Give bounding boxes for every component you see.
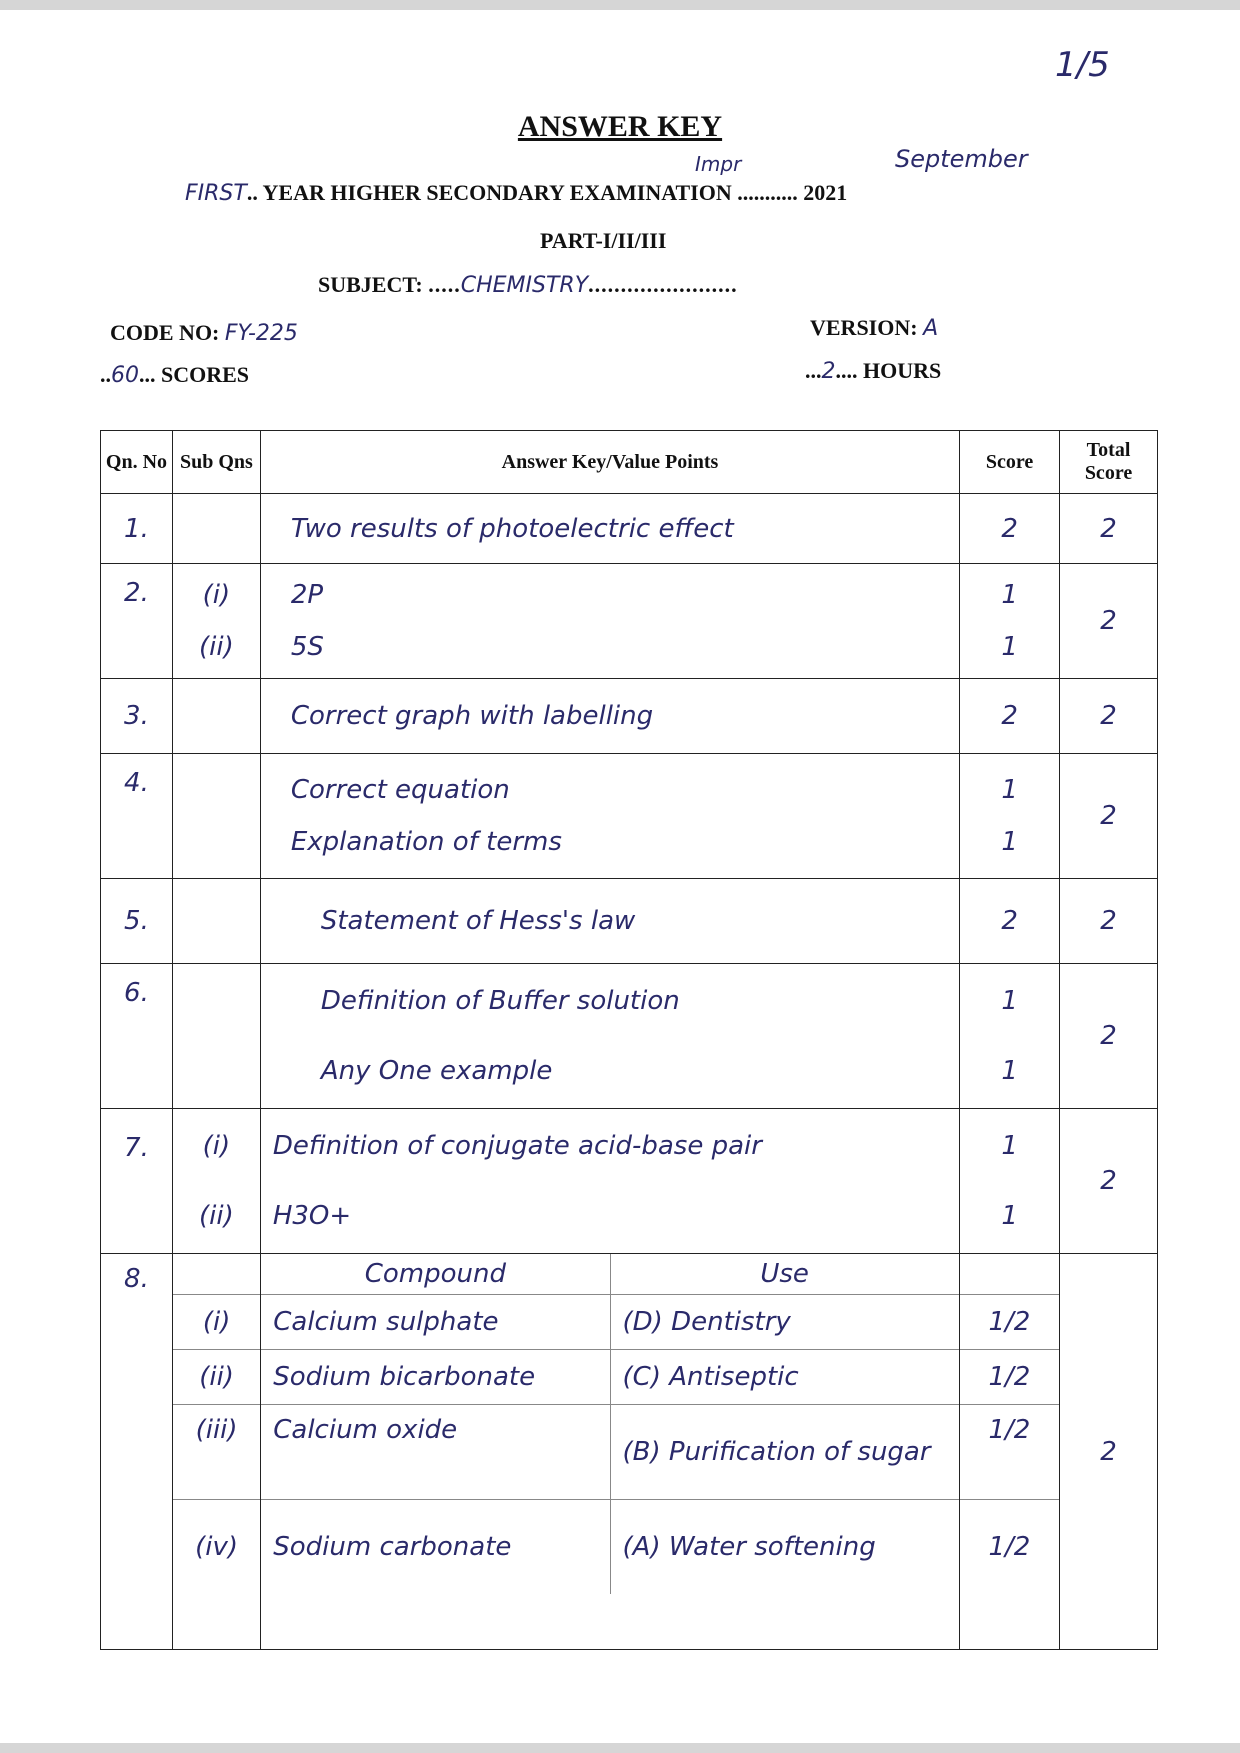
table-row: [101, 564, 1158, 679]
q8-compound: Calcium oxide: [261, 1404, 610, 1499]
answer-cell: Two results of photoelectric effect: [260, 494, 959, 564]
score-cell: 2: [960, 494, 1060, 564]
qn-cell: 7.: [101, 1109, 173, 1254]
total-cell: 2: [1060, 1254, 1158, 1650]
total-cell: 2: [1060, 1109, 1158, 1254]
answer-key-table: [100, 430, 1158, 1650]
score-item: 1: [1001, 1131, 1018, 1161]
exam-text-1: YEAR HIGHER SECONDARY EXAMINATION: [262, 180, 732, 205]
answer-item: Correct equation: [290, 775, 510, 805]
answer-cell: [260, 564, 959, 679]
score-item: 1: [1001, 632, 1018, 662]
table-row: [101, 964, 1158, 1109]
answer-cell: [260, 964, 959, 1109]
score-cell: [960, 964, 1060, 1109]
qn-cell: 3.: [101, 679, 173, 754]
sub-cell: [172, 564, 260, 679]
q8-item-row: [173, 1294, 1059, 1349]
month-handwritten: September: [895, 145, 1028, 173]
q8-score-header: [959, 1254, 1059, 1294]
q8-compound: Sodium bicarbonate: [261, 1349, 610, 1404]
answer-item: Definition of Buffer solution: [320, 986, 680, 1016]
q8-sub: (iii): [173, 1404, 261, 1499]
qn-cell: 8.: [101, 1254, 173, 1650]
scan-edge-bottom: [0, 1743, 1240, 1753]
answer-cell: Statement of Hess's law: [260, 879, 959, 964]
score-item: 1: [1001, 986, 1018, 1016]
answer-item: 2P: [290, 580, 324, 610]
sub-cell: [172, 964, 260, 1109]
answer-item: Explanation of terms: [290, 827, 562, 857]
hours-value: 2: [821, 359, 836, 384]
q8-sub: (i): [173, 1294, 261, 1349]
exam-line: FIRST.. YEAR HIGHER SECONDARY EXAMINATION ........... 2021: [185, 180, 848, 206]
score-cell: 2: [960, 879, 1060, 964]
q8-inner-table: [173, 1254, 1059, 1649]
table-row: [101, 754, 1158, 879]
qn-cell: 1.: [101, 494, 173, 564]
sub-cell: [172, 679, 260, 754]
q8-use: (D) Dentistry: [610, 1294, 959, 1349]
q8-sub: (iv): [173, 1499, 261, 1594]
table-row: [101, 679, 1158, 754]
total-cell: 2: [1060, 754, 1158, 879]
answer-cell: [260, 754, 959, 879]
q8-item-row: [173, 1349, 1059, 1404]
total-cell: 2: [1060, 564, 1158, 679]
qn-cell: 4.: [101, 754, 173, 879]
sub-cell: [172, 494, 260, 564]
sub-cell: [172, 1109, 260, 1254]
qn-cell: 5.: [101, 879, 173, 964]
score-cell: [960, 564, 1060, 679]
score-item: 1: [1001, 1056, 1018, 1086]
scores-label: SCORES: [161, 362, 250, 387]
q8-sub: (ii): [173, 1349, 261, 1404]
answer-item: Any One example: [320, 1056, 553, 1086]
hours-label: HOURS: [863, 358, 942, 383]
subject-label: SUBJECT:: [318, 272, 423, 297]
total-cell: 2: [1060, 494, 1158, 564]
q8-header-row: [173, 1254, 1059, 1294]
subject-value: CHEMISTRY: [460, 273, 589, 298]
table-header-row: [101, 431, 1158, 494]
part-label: PART-I/II/III: [540, 228, 667, 253]
total-cell: 2: [1060, 964, 1158, 1109]
code-label: CODE NO:: [110, 320, 220, 345]
score-cell: 2: [960, 679, 1060, 754]
score-item: 1: [1001, 1201, 1018, 1231]
sub-cell: [172, 754, 260, 879]
q8-matching-block: [172, 1254, 1059, 1650]
header-score: Score: [960, 431, 1060, 494]
scan-edge-top: [0, 0, 1240, 10]
year-word: FIRST: [185, 181, 247, 206]
answer-cell: [260, 1109, 959, 1254]
corner-page-mark: 1/5: [1055, 45, 1110, 85]
q8-sub-header: [173, 1254, 261, 1294]
score-item: 1: [1001, 827, 1018, 857]
sub-item: (ii): [199, 1201, 234, 1231]
q8-compound-header: Compound: [261, 1254, 610, 1294]
version-value: A: [923, 316, 939, 341]
q8-use: (C) Antiseptic: [610, 1349, 959, 1404]
header-total-score: Total Score: [1060, 431, 1158, 494]
score-item: 1: [1001, 580, 1018, 610]
q8-score: 1/2: [988, 1361, 1031, 1392]
q8-filler-row: [173, 1594, 1059, 1649]
answer-item: 5S: [290, 632, 324, 662]
qn-cell: 2.: [101, 564, 173, 679]
answer-cell: Correct graph with labelling: [260, 679, 959, 754]
exam-year: 2021: [803, 180, 848, 205]
sub-item: (i): [202, 580, 231, 610]
page-title: ANSWER KEY: [517, 110, 723, 143]
score-cell: [960, 754, 1060, 879]
q8-use-header: Use: [610, 1254, 959, 1294]
table-row: [101, 1109, 1158, 1254]
score-item: 1: [1001, 775, 1018, 805]
inserted-word-handwritten: Impr: [695, 152, 742, 176]
q8-compound: Sodium carbonate: [261, 1499, 610, 1594]
sub-item: (ii): [199, 632, 234, 662]
q8-score: 1/2: [988, 1306, 1031, 1337]
table-row: [101, 494, 1158, 564]
table-row: [101, 879, 1158, 964]
code-line: [110, 320, 298, 346]
score-cell: [960, 1109, 1060, 1254]
header-qn-no: Qn. No: [101, 431, 173, 494]
scores-value: 60: [111, 363, 139, 388]
total-cell: 2: [1060, 879, 1158, 964]
code-value: FY-225: [224, 321, 298, 346]
version-label: VERSION:: [810, 315, 918, 340]
header-sub-qns: Sub Qns: [172, 431, 260, 494]
hours-line: ...2.... HOURS: [805, 358, 942, 384]
version-line: [810, 315, 938, 341]
answer-item: H3O+: [272, 1201, 352, 1231]
q8-item-row: [173, 1404, 1059, 1499]
sub-cell: [172, 879, 260, 964]
answer-item: Definition of conjugate acid-base pair: [272, 1131, 762, 1161]
sub-item: (i): [202, 1131, 231, 1161]
subject-line: SUBJECT: .....CHEMISTRY.......................: [318, 272, 738, 298]
q8-score: 1/2: [988, 1414, 1031, 1445]
table-row-q8: [101, 1254, 1158, 1650]
q8-compound: Calcium sulphate: [261, 1294, 610, 1349]
q8-score: 1/2: [988, 1531, 1031, 1562]
total-cell: 2: [1060, 679, 1158, 754]
qn-cell: 6.: [101, 964, 173, 1109]
scores-line: ..60... SCORES: [100, 362, 250, 388]
q8-use: (A) Water softening: [610, 1499, 959, 1594]
q8-item-row: [173, 1499, 1059, 1594]
header-answer: Answer Key/Value Points: [260, 431, 959, 494]
q8-use: (B) Purification of sugar: [610, 1404, 959, 1499]
